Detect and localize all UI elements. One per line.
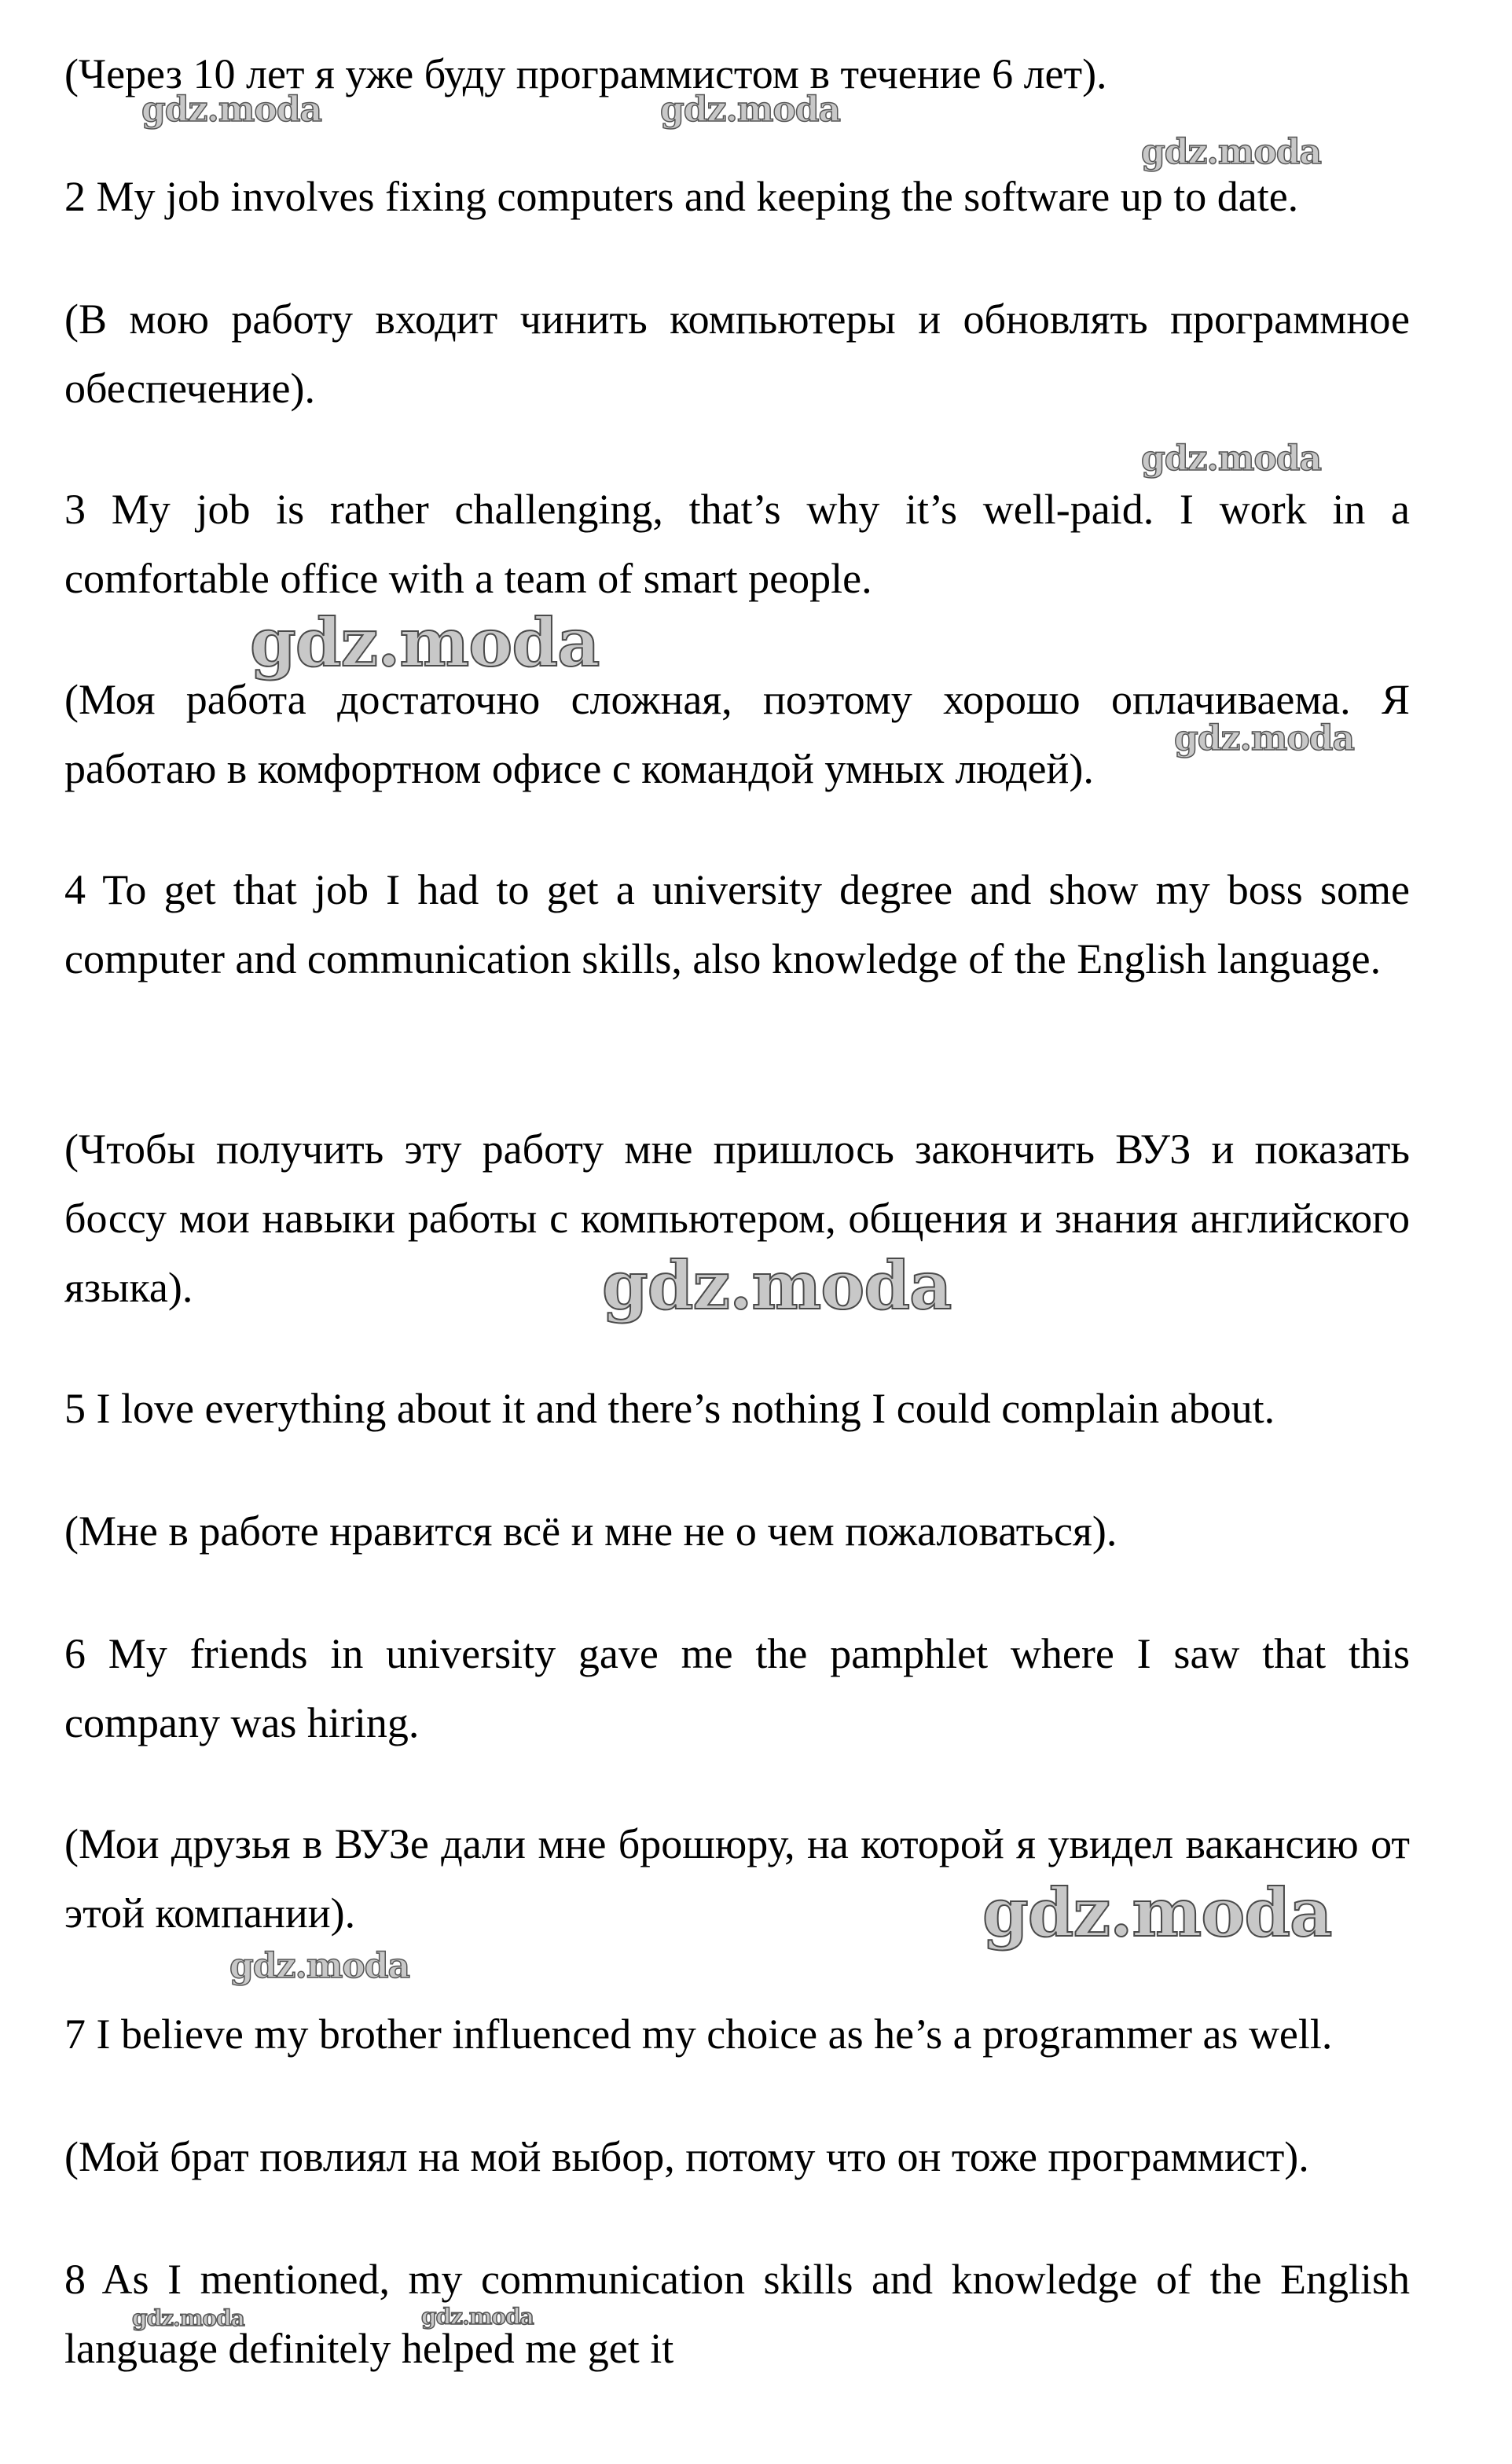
watermark-logo: gdz.moda bbox=[1174, 718, 1355, 758]
paragraph-2: 2 My job involves fixing computers and keeping the software up to date. bbox=[64, 173, 1299, 220]
paragraph-10: 6 My friends in university gave me the pamphlet where I saw that this company was hiring. bbox=[64, 1630, 1410, 1746]
paragraph-9: (Мне в работе нравится всё и мне не о чем пожаловаться). bbox=[64, 1507, 1117, 1555]
watermark-logo: gdz.moda bbox=[602, 1247, 952, 1324]
paragraph-13: (Мой брат повлиял на мой выбор, потому что он тоже программист). bbox=[64, 2133, 1309, 2180]
watermark-logo: gdz.moda bbox=[421, 2304, 534, 2330]
watermark-logo: gdz.moda bbox=[1141, 132, 1322, 172]
paragraph-8: 5 I love everything about it and there’s nothing I could complain about. bbox=[64, 1385, 1275, 1432]
watermark-logo: gdz.moda bbox=[141, 90, 322, 130]
watermark-logo: gdz.moda bbox=[1141, 439, 1322, 479]
paragraph-5: (Моя работа достаточно сложная, поэтому хорошо оплачиваема. Я работаю в комфортном офисе с командой умных людей). bbox=[64, 676, 1410, 792]
paragraph-7: (Чтобы получить эту работу мне пришлось закончить ВУЗ и показать боссу мои навыки работы с компьютером, общения и знания английского языка). bbox=[64, 1126, 1410, 1311]
watermark-logo: gdz.moda bbox=[982, 1874, 1332, 1952]
paragraph-3: (В мою работу входит чинить компьютеры и обновлять программное обеспечение). bbox=[64, 296, 1410, 412]
watermark-logo: gdz.moda bbox=[660, 90, 841, 130]
watermark-logo: gdz.moda bbox=[229, 1946, 410, 1986]
paragraph-14: 8 As I mentioned, my communication skills and knowledge of the English language definitely helped me get it bbox=[64, 2256, 1410, 2372]
paragraph-11: (Мои друзья в ВУЗе дали мне брошюру, на которой я увидел вакансию от этой компании). bbox=[64, 1820, 1410, 1937]
paragraph-12: 7 I believe my brother influenced my choice as he’s a programmer as well. bbox=[64, 2010, 1333, 2058]
paragraph-1: (Через 10 лет я уже буду программистом в течение 6 лет). bbox=[64, 50, 1107, 97]
watermark-logo: gdz.moda bbox=[132, 2305, 244, 2331]
paragraph-6: 4 To get that job I had to get a university degree and show my boss some computer and communication skills, also knowledge of the English language. bbox=[64, 866, 1410, 982]
paragraph-4: 3 My job is rather challenging, that’s why it’s well-paid. I work in a comfortable office with a team of smart people. bbox=[64, 486, 1410, 602]
watermark-logo: gdz.moda bbox=[250, 604, 600, 681]
